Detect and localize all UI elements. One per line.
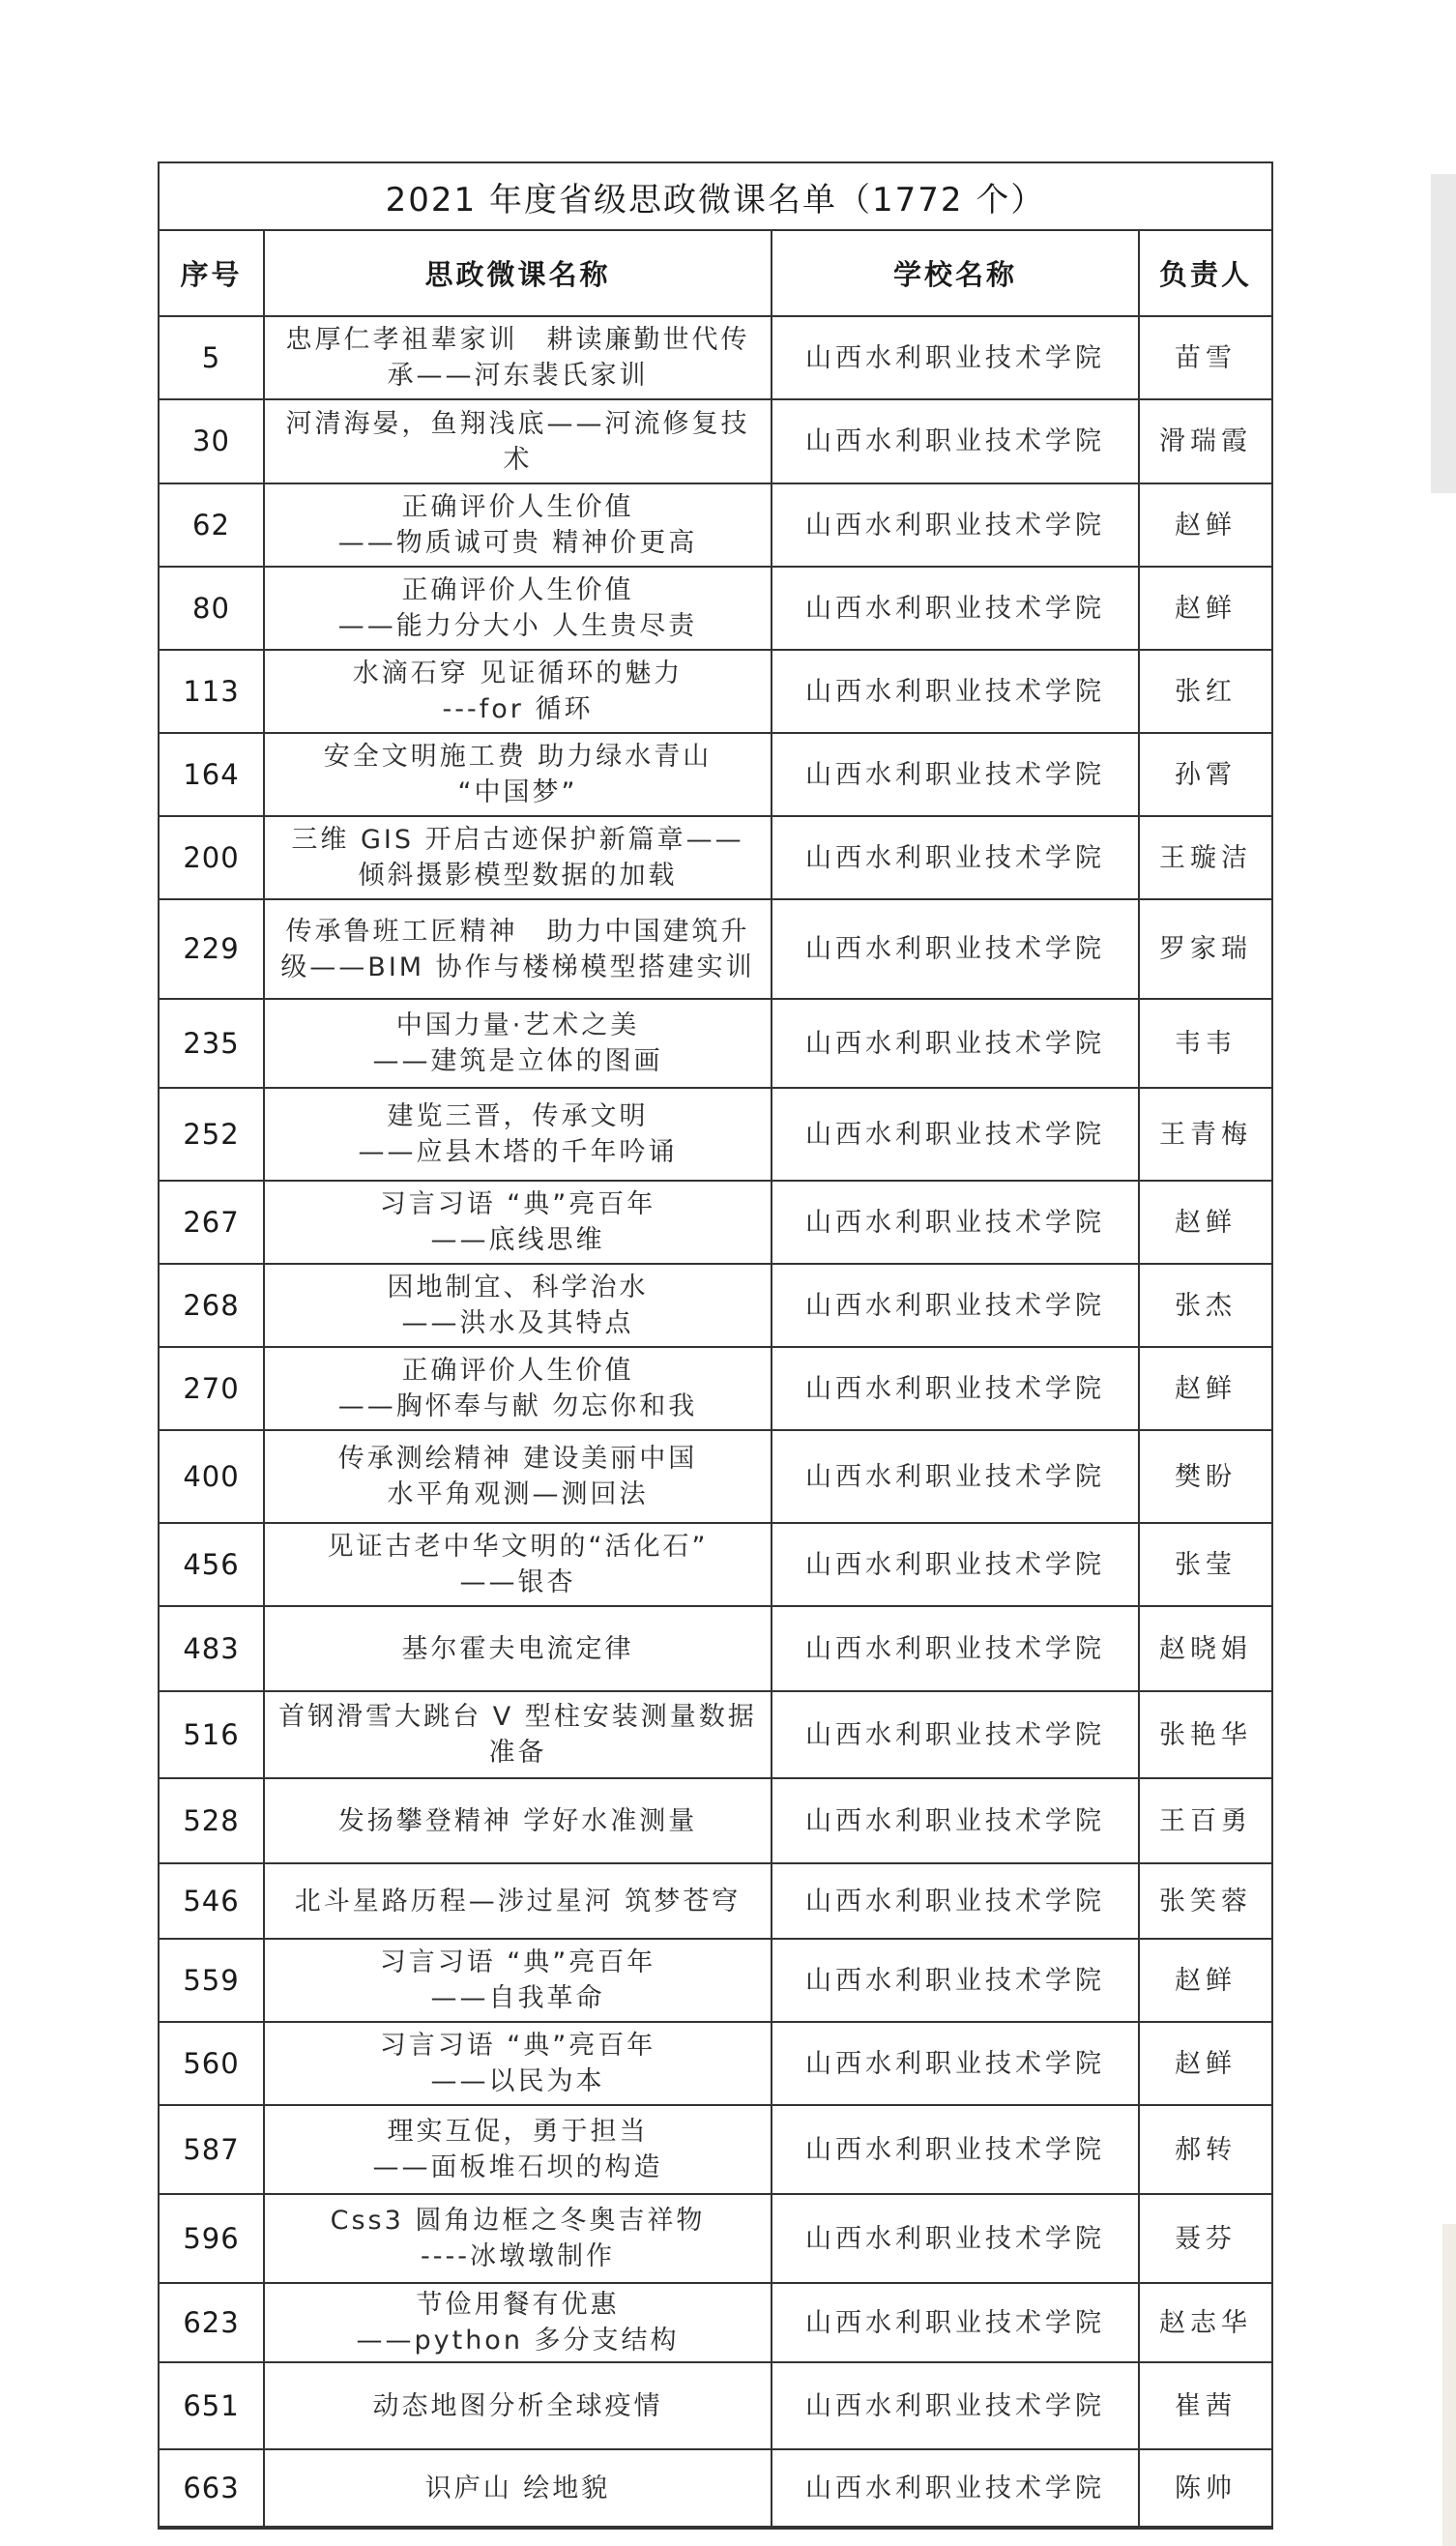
table-row <box>160 2022 1271 2105</box>
cell-school-name: 山西水利职业技术学院 <box>772 816 1139 899</box>
cell-course-name <box>264 1778 772 1863</box>
cell-course-name <box>264 816 772 899</box>
table-row <box>160 733 1271 816</box>
course-name-line: 习言习语 “典”亮百年 <box>379 2031 656 2061</box>
cell-person: 王百勇 <box>1139 1778 1271 1863</box>
cell-serial: 560 <box>160 2022 264 2105</box>
cell-course-name <box>264 2362 772 2449</box>
cell-course-name <box>264 2105 772 2194</box>
cell-school-name: 山西水利职业技术学院 <box>772 999 1139 1088</box>
cell-serial: 546 <box>160 1863 264 1939</box>
table-row <box>160 2449 1271 2527</box>
cell-school-name: 山西水利职业技术学院 <box>772 1088 1139 1181</box>
table-row <box>160 1778 1271 1863</box>
cell-serial: 559 <box>160 1939 264 2022</box>
table-row <box>160 1863 1271 1939</box>
cell-serial: 587 <box>160 2105 264 2194</box>
table-row <box>160 399 1271 483</box>
course-name-line: ——底线思维 <box>430 1225 605 1255</box>
course-name-line: 见证古老中华文明的“活化石” <box>327 1532 709 1562</box>
cell-course-name <box>264 1691 772 1778</box>
cell-person: 赵鲜 <box>1139 483 1271 567</box>
cell-course-name <box>264 1863 772 1939</box>
course-name-line: 节俭用餐有优惠 <box>416 2290 620 2320</box>
course-name-line: 首钢滑雪大跳台 V 型柱安装测量数据 <box>278 1702 757 1732</box>
course-table <box>160 231 1271 2528</box>
course-name-line: 准备 <box>488 1738 547 1768</box>
table-row <box>160 1264 1271 1347</box>
cell-serial: 5 <box>160 316 264 399</box>
cell-school-name: 山西水利职业技术学院 <box>772 2283 1139 2362</box>
course-name-line: “中国梦” <box>457 777 578 807</box>
cell-person: 聂芬 <box>1139 2194 1271 2283</box>
cell-school-name: 山西水利职业技术学院 <box>772 2105 1139 2194</box>
cell-serial: 164 <box>160 733 264 816</box>
course-name-line: ——物质诚可贵 精神价更高 <box>337 528 698 558</box>
cell-course-name <box>264 733 772 816</box>
cell-serial: 268 <box>160 1264 264 1347</box>
cell-person: 赵鲜 <box>1139 1181 1271 1264</box>
cell-school-name: 山西水利职业技术学院 <box>772 567 1139 650</box>
cell-person: 张笑蓉 <box>1139 1863 1271 1939</box>
cell-serial: 400 <box>160 1430 264 1523</box>
cell-course-name <box>264 650 772 733</box>
course-name-line: 术 <box>503 444 533 475</box>
cell-serial: 229 <box>160 899 264 999</box>
cell-serial: 456 <box>160 1523 264 1606</box>
cell-school-name: 山西水利职业技术学院 <box>772 733 1139 816</box>
course-name-line: 河清海晏，鱼翔浅底——河流修复技 <box>285 408 750 439</box>
table-title: 2021 年度省级思政微课名单（1772 个） <box>160 163 1271 231</box>
cell-course-name <box>264 1606 772 1691</box>
cell-school-name: 山西水利职业技术学院 <box>772 1939 1139 2022</box>
cell-serial: 651 <box>160 2362 264 2449</box>
cell-course-name <box>264 999 772 1088</box>
page-edge-strip <box>1431 174 1456 493</box>
course-name-line: ——自我革命 <box>430 1983 605 2013</box>
cell-serial: 516 <box>160 1691 264 1778</box>
course-list-table <box>158 161 1273 2530</box>
cell-person: 张莹 <box>1139 1523 1271 1606</box>
cell-course-name <box>264 2022 772 2105</box>
cell-serial: 62 <box>160 483 264 567</box>
cell-course-name <box>264 1088 772 1181</box>
cell-person: 郝转 <box>1139 2105 1271 2194</box>
table-row <box>160 316 1271 399</box>
cell-school-name: 山西水利职业技术学院 <box>772 1181 1139 1264</box>
course-name-line: 发扬攀登精神 学好水准测量 <box>337 1805 698 1836</box>
table-row <box>160 999 1271 1088</box>
cell-school-name: 山西水利职业技术学院 <box>772 2022 1139 2105</box>
cell-serial: 623 <box>160 2283 264 2362</box>
course-name-line: ——应县木塔的千年吟诵 <box>358 1137 678 1167</box>
cell-school-name: 山西水利职业技术学院 <box>772 2449 1139 2527</box>
cell-person: 赵鲜 <box>1139 2022 1271 2105</box>
course-name-line: 识庐山 绘地貌 <box>424 2473 611 2503</box>
cell-school-name: 山西水利职业技术学院 <box>772 1691 1139 1778</box>
header-row <box>160 231 1271 316</box>
course-name-line: ——能力分大小 人生贵尽责 <box>337 611 698 641</box>
cell-course-name <box>264 2283 772 2362</box>
header-person: 负责人 <box>1139 231 1271 316</box>
cell-person: 张红 <box>1139 650 1271 733</box>
cell-school-name: 山西水利职业技术学院 <box>772 1264 1139 1347</box>
cell-person: 王璇洁 <box>1139 816 1271 899</box>
cell-school-name: 山西水利职业技术学院 <box>772 1347 1139 1430</box>
course-name-line: ——胸怀奉与献 勿忘你和我 <box>337 1391 698 1421</box>
table-row <box>160 816 1271 899</box>
cell-course-name <box>264 1430 772 1523</box>
course-name-line: 水滴石穿 见证循环的魅力 <box>352 658 684 688</box>
cell-person: 崔茜 <box>1139 2362 1271 2449</box>
cell-school-name: 山西水利职业技术学院 <box>772 650 1139 733</box>
header-serial: 序号 <box>160 231 264 316</box>
cell-person: 张杰 <box>1139 1264 1271 1347</box>
cell-person: 苗雪 <box>1139 316 1271 399</box>
cell-school-name: 山西水利职业技术学院 <box>772 1778 1139 1863</box>
cell-course-name <box>264 1181 772 1264</box>
cell-course-name <box>264 2194 772 2283</box>
table-row <box>160 1088 1271 1181</box>
course-name-line: 正确评价人生价值 <box>401 492 634 522</box>
cell-person: 罗家瑞 <box>1139 899 1271 999</box>
cell-serial: 252 <box>160 1088 264 1181</box>
cell-school-name: 山西水利职业技术学院 <box>772 2194 1139 2283</box>
cell-person: 赵晓娟 <box>1139 1606 1271 1691</box>
cell-serial: 267 <box>160 1181 264 1264</box>
course-name-line: 承——河东裴氏家训 <box>387 361 649 391</box>
cell-person: 韦韦 <box>1139 999 1271 1088</box>
cell-person: 王青梅 <box>1139 1088 1271 1181</box>
table-row <box>160 2105 1271 2194</box>
course-name-line: 传承测绘精神 建设美丽中国 <box>337 1444 698 1474</box>
header-course-name: 思政微课名称 <box>264 231 772 316</box>
cell-school-name: 山西水利职业技术学院 <box>772 483 1139 567</box>
table-row <box>160 567 1271 650</box>
course-name-line: ——以民为本 <box>430 2066 605 2096</box>
table-row <box>160 1181 1271 1264</box>
cell-serial: 596 <box>160 2194 264 2283</box>
table-row <box>160 1606 1271 1691</box>
course-name-line: ——建筑是立体的图画 <box>372 1046 663 1076</box>
cell-school-name: 山西水利职业技术学院 <box>772 1863 1139 1939</box>
course-name-line: 因地制宜、科学治水 <box>387 1273 649 1302</box>
course-name-line: 动态地图分析全球疫情 <box>372 2390 663 2421</box>
course-name-line: 三维 GIS 开启古迹保护新篇章—— <box>291 825 744 855</box>
table-row <box>160 483 1271 567</box>
cell-school-name: 山西水利职业技术学院 <box>772 399 1139 483</box>
course-name-line: 正确评价人生价值 <box>401 1356 634 1386</box>
page-edge-strip <box>1442 2224 1456 2546</box>
course-name-line: Css3 圆角边框之冬奥吉祥物 <box>330 2206 706 2236</box>
cell-serial: 30 <box>160 399 264 483</box>
course-name-line: ---for 循环 <box>442 694 594 724</box>
course-name-line: 正确评价人生价值 <box>401 575 634 605</box>
course-name-line: ——python 多分支结构 <box>356 2326 680 2356</box>
cell-school-name: 山西水利职业技术学院 <box>772 899 1139 999</box>
cell-serial: 483 <box>160 1606 264 1691</box>
cell-course-name <box>264 1523 772 1606</box>
cell-serial: 235 <box>160 999 264 1088</box>
cell-course-name <box>264 567 772 650</box>
cell-person: 赵鲜 <box>1139 567 1271 650</box>
cell-school-name: 山西水利职业技术学院 <box>772 1523 1139 1606</box>
course-name-line: ——洪水及其特点 <box>401 1308 634 1338</box>
cell-school-name: 山西水利职业技术学院 <box>772 316 1139 399</box>
cell-course-name <box>264 2449 772 2527</box>
table-row <box>160 1523 1271 1606</box>
course-name-line: 倾斜摄影模型数据的加载 <box>358 861 678 891</box>
cell-school-name: 山西水利职业技术学院 <box>772 2362 1139 2449</box>
course-name-line: ——银杏 <box>459 1567 576 1597</box>
cell-person: 樊盼 <box>1139 1430 1271 1523</box>
cell-serial: 663 <box>160 2449 264 2527</box>
course-name-line: 基尔霍夫电流定律 <box>401 1633 634 1664</box>
cell-serial: 80 <box>160 567 264 650</box>
course-name-line: 安全文明施工费 助力绿水青山 <box>323 742 713 772</box>
cell-person: 赵志华 <box>1139 2283 1271 2362</box>
cell-serial: 528 <box>160 1778 264 1863</box>
cell-serial: 113 <box>160 650 264 733</box>
table-row <box>160 2283 1271 2362</box>
course-name-line: ——面板堆石坝的构造 <box>372 2152 663 2182</box>
course-name-line: ----冰墩墩制作 <box>421 2241 615 2271</box>
table-row <box>160 1347 1271 1430</box>
cell-course-name <box>264 316 772 399</box>
header-school-name: 学校名称 <box>772 231 1139 316</box>
course-name-line: 忠厚仁孝祖辈家训 耕读廉勤世代传 <box>285 325 750 355</box>
table-row <box>160 2362 1271 2449</box>
cell-person: 张艳华 <box>1139 1691 1271 1778</box>
cell-school-name: 山西水利职业技术学院 <box>772 1430 1139 1523</box>
table-row <box>160 1430 1271 1523</box>
course-name-line: 习言习语 “典”亮百年 <box>379 1947 656 1977</box>
cell-person: 陈帅 <box>1139 2449 1271 2527</box>
table-row <box>160 1939 1271 2022</box>
course-name-line: 级——BIM 协作与楼梯模型搭建实训 <box>280 951 755 982</box>
course-name-line: 习言习语 “典”亮百年 <box>379 1189 656 1219</box>
cell-school-name: 山西水利职业技术学院 <box>772 1606 1139 1691</box>
cell-serial: 200 <box>160 816 264 899</box>
course-name-line: 传承鲁班工匠精神 助力中国建筑升 <box>285 916 750 947</box>
course-name-line: 建览三晋，传承文明 <box>387 1101 649 1131</box>
cell-course-name <box>264 1264 772 1347</box>
cell-course-name <box>264 483 772 567</box>
table-row <box>160 2194 1271 2283</box>
table-row <box>160 650 1271 733</box>
course-name-line: 北斗星路历程—涉过星河 筑梦苍穹 <box>294 1886 742 1917</box>
cell-course-name <box>264 399 772 483</box>
cell-person: 赵鲜 <box>1139 1939 1271 2022</box>
table-row <box>160 1691 1271 1778</box>
cell-course-name <box>264 1939 772 2022</box>
cell-course-name <box>264 899 772 999</box>
cell-person: 赵鲜 <box>1139 1347 1271 1430</box>
cell-serial: 270 <box>160 1347 264 1430</box>
course-name-line: 中国力量·艺术之美 <box>395 1010 640 1040</box>
cell-person: 孙霄 <box>1139 733 1271 816</box>
cell-person: 滑瑞霞 <box>1139 399 1271 483</box>
course-name-line: 水平角观测—测回法 <box>387 1479 649 1509</box>
table-row <box>160 899 1271 999</box>
cell-course-name <box>264 1347 772 1430</box>
course-name-line: 理实互促，勇于担当 <box>387 2117 649 2147</box>
